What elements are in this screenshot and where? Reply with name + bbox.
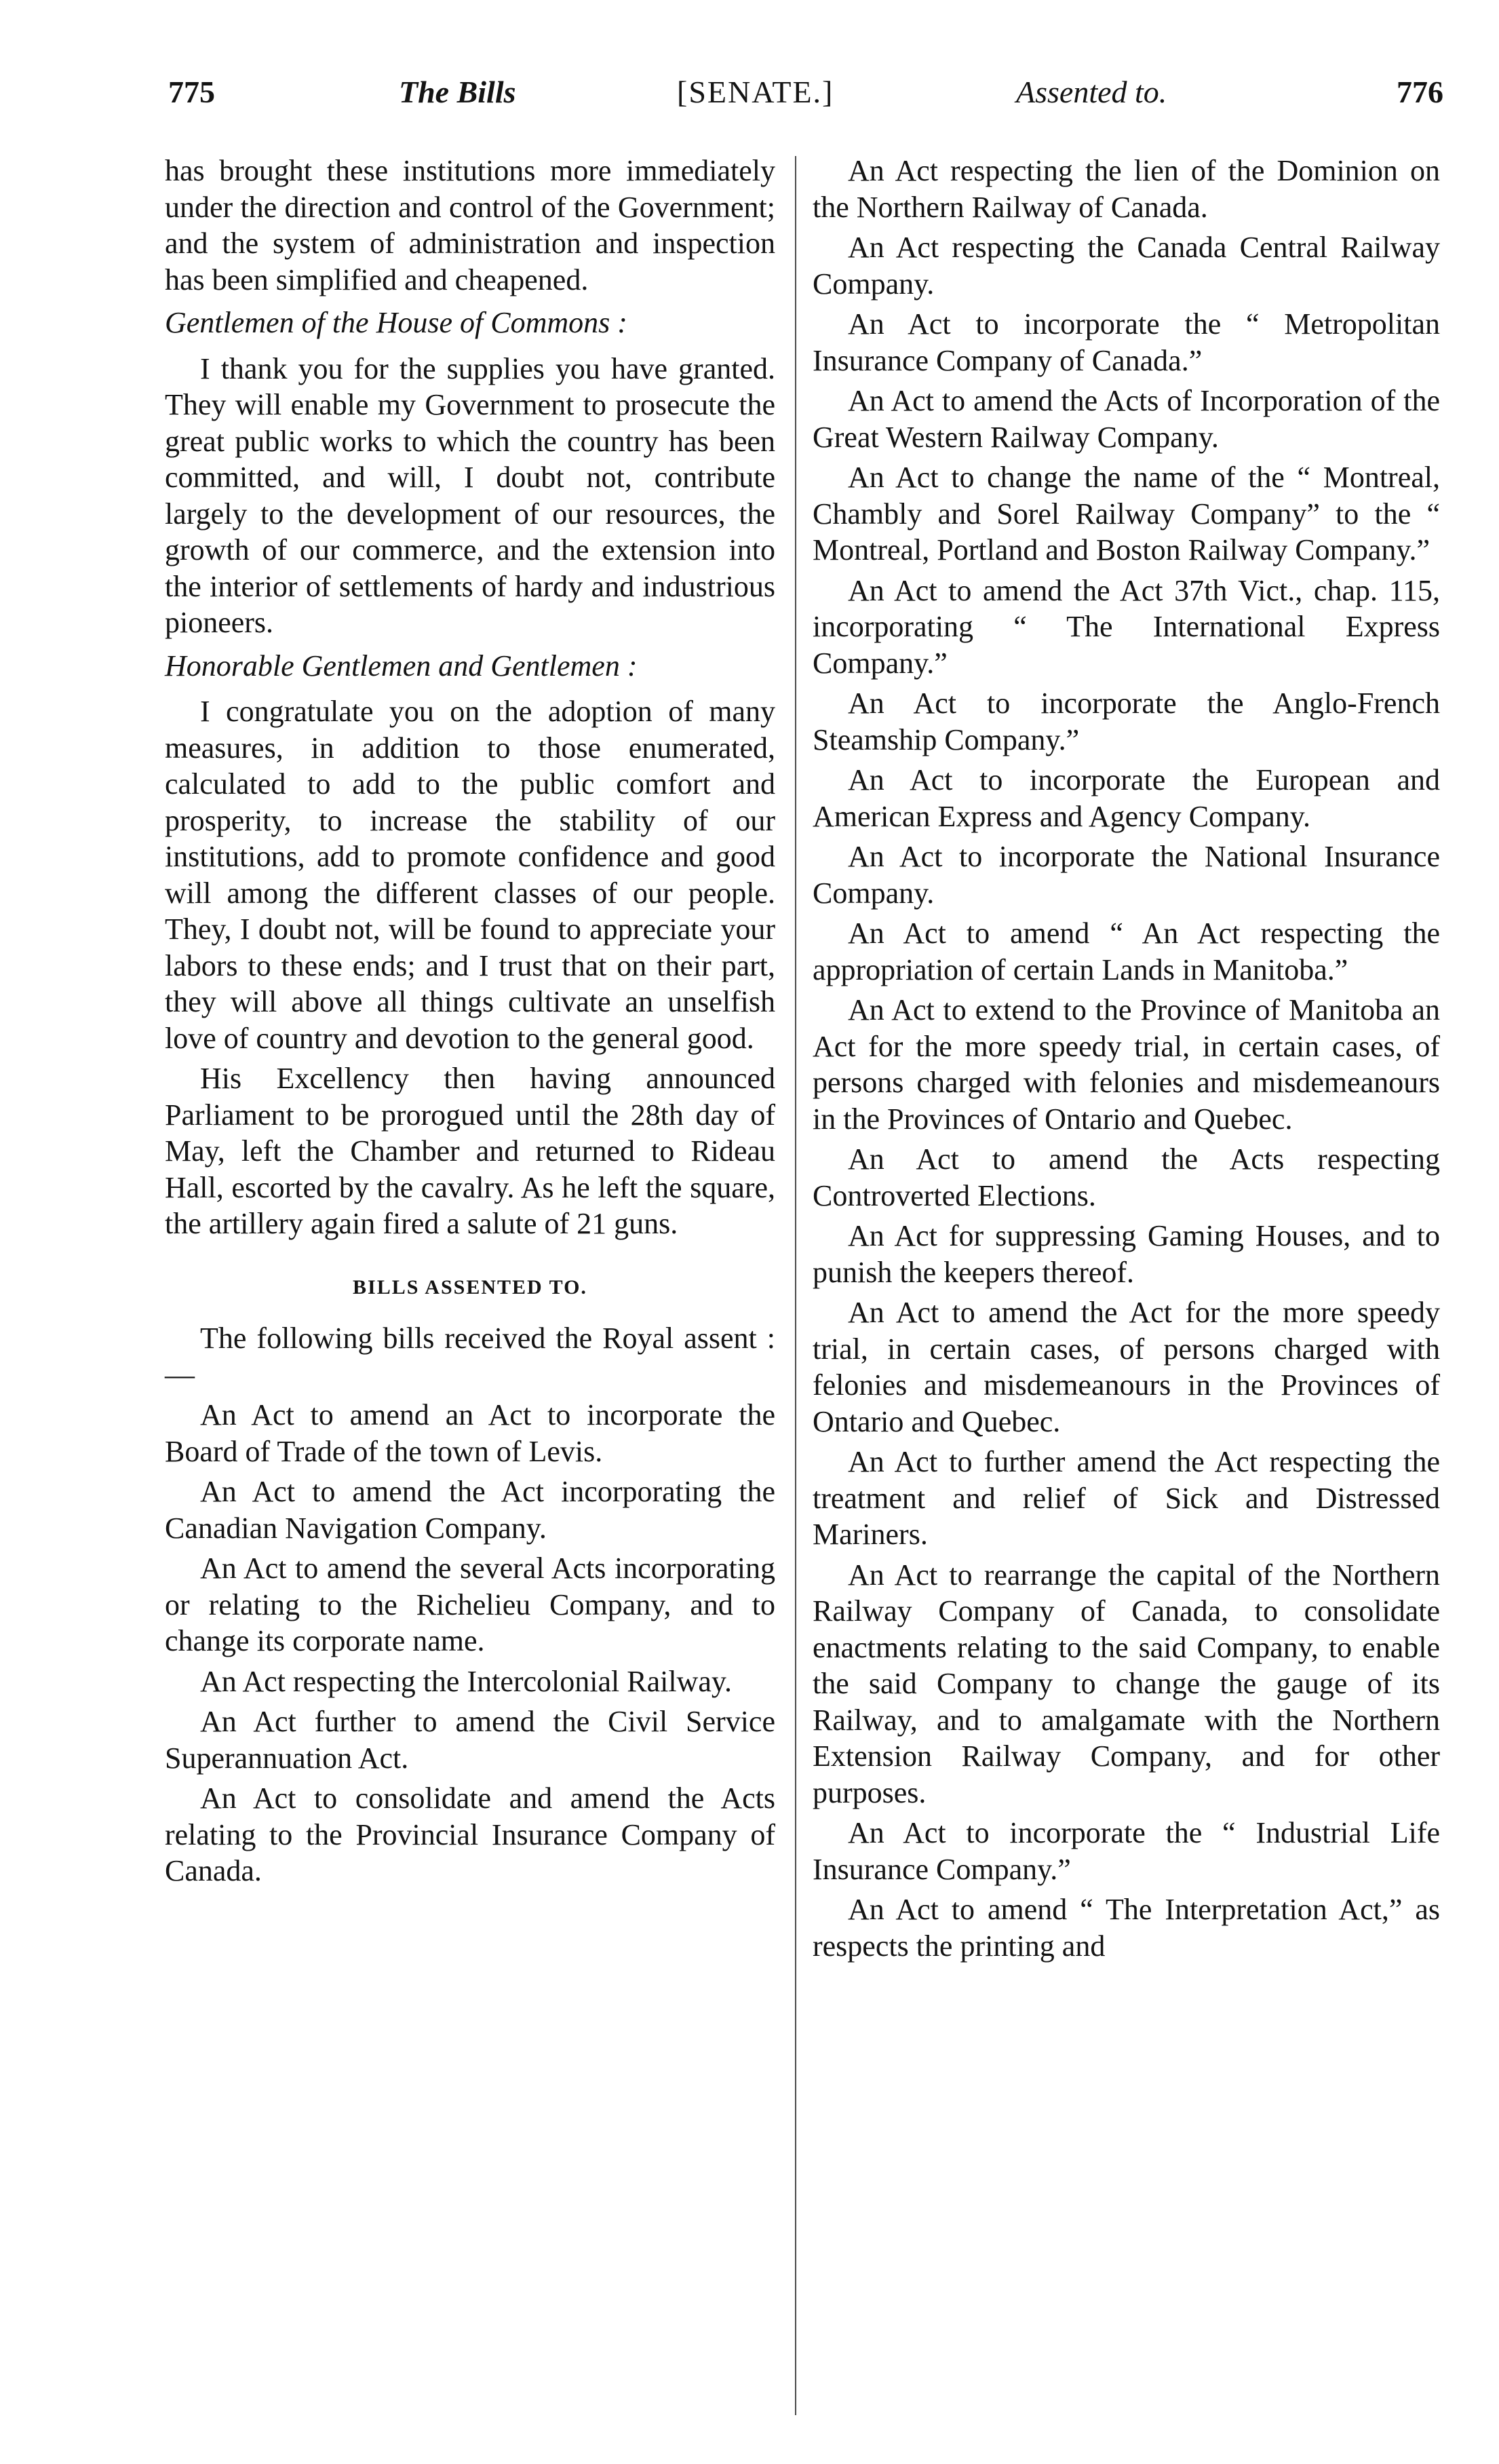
address-heading-commons: Gentlemen of the House of Commons : <box>165 306 627 339</box>
page-header <box>168 73 1443 128</box>
speech-paragraph: has brought these institutions more immediately under the direction and control of the Government; and the system of administration and inspection has been simplified and cheapened. <box>165 154 775 296</box>
bill-item: An Act to amend the several Acts incorporating or relating to the Richelieu Company, and to change its corporate name. <box>165 1552 775 1657</box>
prorogation-paragraph: His Excellency then having announced Parliament to be prorogued until the 28th day of May, left the Chamber and returned to Rideau Hall, escorted by the cavalry. As he left the square, the artillery again fired a salute of 21 guns. <box>165 1062 775 1240</box>
bill-item: An Act to incorporate the “ Metropolitan Insurance Company of Canada.” <box>813 307 1440 377</box>
left-column <box>165 153 775 1893</box>
speech-paragraph: I congratulate you on the adoption of many measures, in addition to those enumerated, calculated to add to the public comfort and prosperity, to increase the stability of our institutions, add to promote confidence and good will among the different classes of our people. They, I doubt not, will be found to appreciate your labors to these ends; and I trust that on their part, they will above all things cultivate an unselfish love of country and devotion to the general good. <box>165 695 775 1055</box>
bill-item: An Act to extend to the Province of Manitoba an Act for the more speedy trial, in certain cases, of persons charged with felonies and misdemeanours in the Provinces of Ontario and Quebec. <box>813 993 1440 1136</box>
bill-item: An Act to amend the Acts respecting Controverted Elections. <box>813 1142 1440 1212</box>
bill-item: An Act to incorporate the Anglo-French Steamship Company.” <box>813 687 1440 756</box>
bill-item: An Act to incorporate the “ Industrial Life Insurance Company.” <box>813 1816 1440 1886</box>
bill-item: An Act further to amend the Civil Service Superannuation Act. <box>165 1705 775 1775</box>
bill-item: An Act to amend an Act to incorporate the Board of Trade of the town of Levis. <box>165 1398 775 1468</box>
bill-item: An Act to further amend the Act respecting the treatment and relief of Sick and Distressed Mariners. <box>813 1445 1440 1551</box>
bill-item: An Act to amend the Act 37th Vict., chap. 115, incorporating “ The International Express Company.” <box>813 573 1440 680</box>
bill-item: An Act to incorporate the National Insurance Company. <box>813 840 1440 910</box>
left-page-number: 775 <box>168 75 215 109</box>
right-column <box>813 153 1440 1968</box>
bill-item: An Act respecting the Canada Central Railway Company. <box>813 231 1440 301</box>
right-running-title: Assented to. <box>1016 75 1167 109</box>
bill-item: An Act to amend the Act incorporating the Canadian Navigation Company. <box>165 1475 775 1545</box>
right-page-number: 776 <box>1397 75 1443 109</box>
address-heading-honorable: Honorable Gentlemen and Gentlemen : <box>165 649 638 682</box>
royal-assent-intro: The following bills received the Royal assent :— <box>165 1322 775 1391</box>
bill-item: An Act to amend “ An Act respecting the appropriation of certain Lands in Manitoba.” <box>813 917 1440 986</box>
column-divider <box>795 156 796 2415</box>
chamber-title: [SENATE.] <box>677 75 834 109</box>
left-running-title: The Bills <box>399 75 516 109</box>
bill-item: An Act to incorporate the European and American Express and Agency Company. <box>813 763 1440 833</box>
bill-item: An Act to change the name of the “ Montreal, Chambly and Sorel Railway Company” to the “ Montreal, Portland and Boston Railway Company.” <box>813 461 1440 566</box>
bill-item: An Act respecting the Intercolonial Railway. <box>200 1664 733 1698</box>
bill-item: An Act to amend the Acts of Incorporation of the Great Western Railway Company. <box>813 384 1440 454</box>
bill-item: An Act to amend the Act for the more speedy trial, in certain cases, of persons charged with felonies and misdemeanours in the Provinces of Ontario and Quebec. <box>813 1296 1440 1438</box>
bill-item: An Act to rearrange the capital of the Northern Railway Company of Canada, to consolidate enactments relating to the said Company, to enable the said Company to change the gauge of its Railway, and to amalgamate with the Northern Extension Railway Company, and for other purposes. <box>813 1558 1440 1809</box>
speech-paragraph: I thank you for the supplies you have granted. They will enable my Government to prosecute the great public works to which the country has been committed, and will, I doubt not, contribute largely to the development of our resources, the growth of our commerce, and the extension into the interior of settlements of hardy and industrious pioneers. <box>165 351 775 639</box>
bill-item: An Act to amend “ The Interpretation Act,” as respects the printing and <box>813 1893 1440 1963</box>
bill-item: An Act to consolidate and amend the Acts relating to the Provincial Insurance Company of Canada. <box>165 1782 775 1887</box>
bill-item: An Act for suppressing Gaming Houses, and to punish the keepers thereof. <box>813 1219 1440 1289</box>
bill-item: An Act respecting the lien of the Dominion on the Northern Railway of Canada. <box>813 154 1440 224</box>
section-title: BILLS ASSENTED TO. <box>353 1275 587 1298</box>
